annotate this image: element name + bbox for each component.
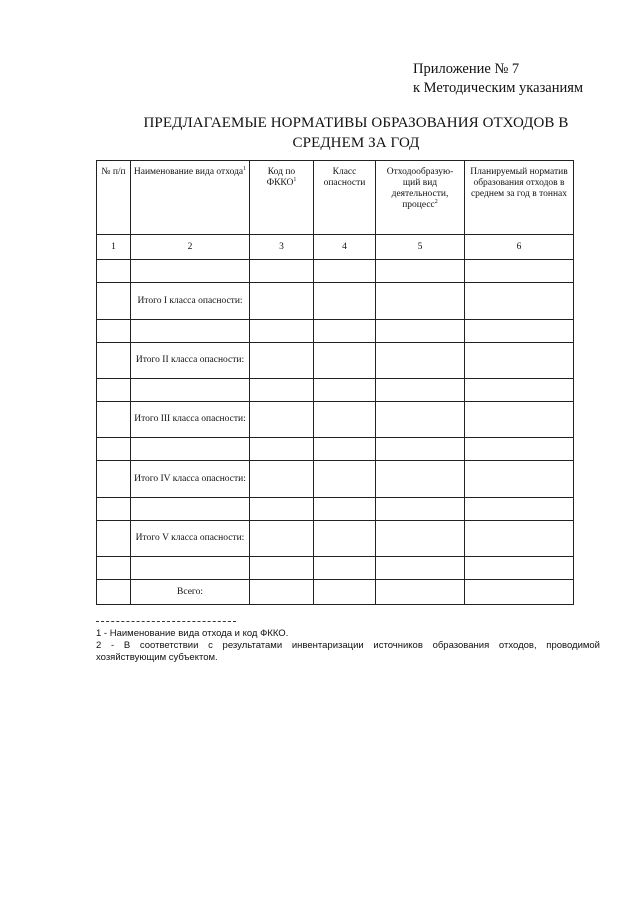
- header-cell: № п/п: [97, 161, 131, 235]
- subtotal-row: [97, 402, 574, 438]
- appendix-number: Приложение № 7: [413, 61, 520, 77]
- title-line-2: СРЕДНЕМ ЗА ГОД: [292, 135, 420, 151]
- table-row: [97, 260, 574, 283]
- header-cell: Отходообразую-щий вид деятельности, процесс$^2$: [376, 161, 465, 235]
- footnote-1: 1 - Наименование вида отхода и код ФККО.: [96, 628, 289, 639]
- footnote-2: 2 - В соответствии с результатами инвентаризации источников образования отходов, проводимой хозяйствующим субъектом.: [96, 640, 600, 663]
- title-line-1: ПРЕДЛАГАЕМЫЕ НОРМАТИВЫ ОБРАЗОВАНИЯ ОТХОДОВ В: [143, 115, 569, 131]
- column-number: 1: [97, 235, 131, 260]
- subtotal-label: Итого IV класса опасности:: [131, 461, 250, 498]
- header-row: [97, 161, 574, 235]
- column-number: 5: [376, 235, 465, 260]
- header-cell: Класс опасности: [314, 161, 376, 235]
- footnote-separator: [96, 621, 236, 622]
- total-label: Всего:: [131, 580, 250, 605]
- subtotal-row: [97, 343, 574, 379]
- subtotal-label: Итого III класса опасности:: [131, 402, 250, 438]
- footnotes: [96, 628, 600, 664]
- column-number: 3: [250, 235, 314, 260]
- subtotal-label: Итого I класса опасности:: [131, 283, 250, 320]
- header-cell: Планируемый норматив образования отходов в среднем за год в тоннах: [465, 161, 574, 235]
- column-number-row: [97, 235, 574, 260]
- page-title: [96, 113, 616, 153]
- table-row: [97, 498, 574, 521]
- table-row: [97, 438, 574, 461]
- table-row: [97, 379, 574, 402]
- header-cell: Код по ФККО$^1$: [250, 161, 314, 235]
- header-cell: Наименование вида отхода$^1$: [131, 161, 250, 235]
- table-body: [97, 161, 574, 605]
- subtotal-row: [97, 283, 574, 320]
- subtotal-label: Итого II класса опасности:: [131, 343, 250, 379]
- appendix-reference: к Методическим указаниям: [413, 80, 584, 96]
- norms-table: [96, 160, 574, 605]
- subtotal-row: [97, 461, 574, 498]
- subtotal-label: Итого V класса опасности:: [131, 521, 250, 557]
- table-row: [97, 320, 574, 343]
- appendix-caption: [413, 60, 623, 98]
- column-number: 6: [465, 235, 574, 260]
- table-row: [97, 557, 574, 580]
- column-number: 4: [314, 235, 376, 260]
- subtotal-row: [97, 521, 574, 557]
- total-row: [97, 580, 574, 605]
- column-number: 2: [131, 235, 250, 260]
